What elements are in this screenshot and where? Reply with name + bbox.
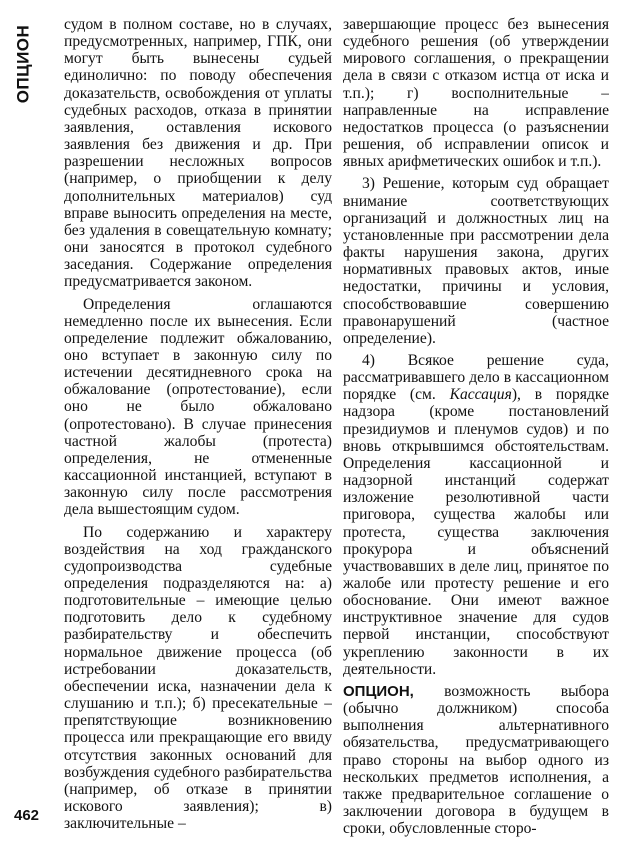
paragraph-3-text-start: 4) Всякое решение суда, рассматривавшего дело в кассационном порядке (см. (343, 351, 609, 404)
right-paragraph-1: завершающие процесс без вынесения судебного решения (об утверждении мирового соглашения, о прекращении дела в связи с отказом истца от иска и т.п.); г) восполнительные – направленные на исправление недостатков процесса (о разъяснении решения, об исправлении описок и явных арифметических ошибок и т.п.). (343, 16, 609, 171)
left-paragraph-1: судом в полном составе, но в случаях, предусмотренных, например, ГПК, они могут быть вынесены судьей единолично: по поводу обеспечения доказательств, освобождения от уплаты судебных расходов, отказа в принятии заявления, оставления искового заявления без движения и др. При разрешении несложных вопросов (например, о приобщении к делу дополнительных материалов) суд вправе выносить определения на месте, без удаления в совещательную комнату; они заносятся в протокол судебного заседания. Содержание определения предусматривается законом. (64, 16, 332, 291)
paragraph-3-text-end: ), в порядке надзора (кроме постановлений президиумов и пленумов судов) и по вновь открывшимся обстоятельствам. Определения кассационной и надзорной инстанций содержат изложение резолютивной части приговора, существа жалобы или протеста, существа заключения прокурора и объяснений участвовавших в деле лиц, принятое по жалобе или протесту решение и его обоснование. Они имеют важное инструктивное значение для судов первой инстанции, способствуют укреплению законности в их деятельности. (343, 386, 609, 678)
page-number: 462 (14, 807, 40, 824)
running-head (8, 22, 38, 106)
left-paragraph-2: Определения оглашаются немедленно после их вынесения. Если определение подлежит обжалованию, оно вступает в законную силу по истечении десятидневного срока на обжалование (опротестование), если оно не было обжаловано (опротестовано). В случае принесения частной жалобы (протеста) определения, не отмененные кассационной инстанцией, вступают в законную силу после рассмотрения дела вышестоящим судом. (64, 295, 332, 519)
dictionary-entry-option (343, 683, 609, 837)
right-paragraph-2: 3) Решение, которым суд обращает внимание соответствующих организаций и должностных лиц на установленные при рассмотрении дела факты нарушения закона, других нормативных правовых актов, иные недостатки, причины и условия, способствовавшие совершению правонарушений (частное определение). (343, 175, 609, 347)
left-column (64, 16, 332, 852)
cross-reference-kassatsiya: Кассация (449, 386, 512, 404)
left-paragraph-3: По содержанию и характеру воздействия на ход гражданского судопроизводства судебные определения подразделяются на: а) подготовительные – имеющие целью подготовить дело к судебному разбирательству и обеспечить нормальное движение процесса (об истребовании доказательств, обеспечении иска, назначении дела к слушанию и т.п.); б) пресекательные – препятствующие возникновению процесса или прекращающие его ввиду отсутствия законных оснований для возбуждения судебного разбирательства (например, об отказе в принятии искового заявления); в) заключительные – (64, 523, 332, 833)
right-paragraph-3 (343, 352, 609, 678)
running-head-text: ОПЦИОН (13, 24, 32, 104)
entry-definition: возможность выбора (обычно должником) способа выполнения альтернативного обязательства, предусматривающего право стороны на выбор одного из нескольких предметов исполнения, а также предварительное соглашение о заключении договора в будущем в сроки, обусловленные сторо- (343, 682, 609, 838)
entry-headword: ОПЦИОН, (343, 682, 414, 700)
right-column (343, 16, 609, 852)
